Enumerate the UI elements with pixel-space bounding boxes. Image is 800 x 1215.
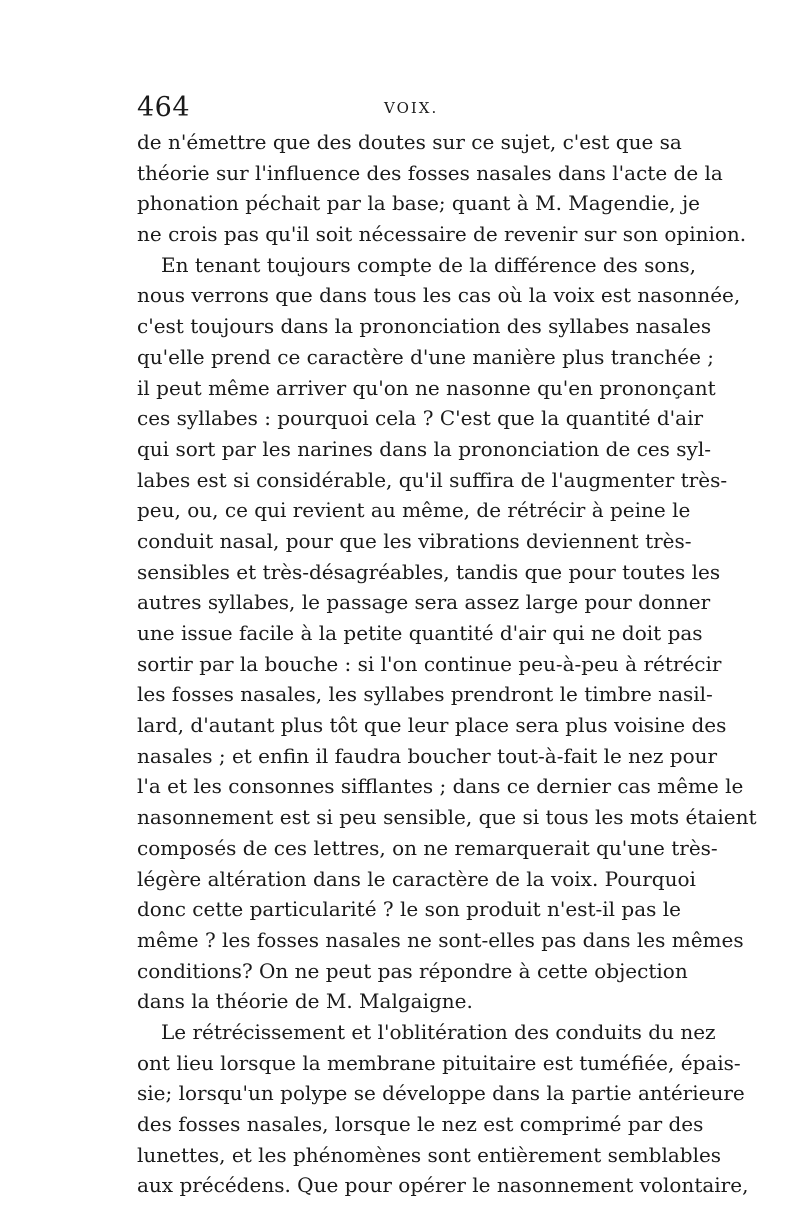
running-head <box>137 93 668 123</box>
text-line: l'a et les consonnes sifflantes ; dans ce dernier cas même le <box>137 774 744 799</box>
text-line: même ? les fosses nasales ne sont-elles pas dans les mêmes <box>137 927 744 952</box>
text-line: peu, ou, ce qui revient au même, de rétrécir à peine le <box>137 498 691 523</box>
text-line: conditions? On ne peut pas répondre à cette objection <box>137 958 688 983</box>
text-line: ont lieu lorsque la membrane pituitaire est tuméfiée, épais- <box>137 1050 741 1075</box>
text-line: sie; lorsqu'un polype se développe dans la partie antérieure <box>137 1081 745 1106</box>
text-line: sortir par la bouche : si l'on continue peu-à-peu à rétrécir <box>137 651 722 676</box>
text-line: nasales ; et enfin il faudra boucher tout-à-fait le nez pour <box>137 743 718 768</box>
text-line: lunettes, et les phénomènes sont entièrement semblables <box>137 1142 722 1167</box>
text-line: ne crois pas qu'il soit nécessaire de revenir sur son opinion. <box>137 222 747 247</box>
text-line: En tenant toujours compte de la différence des sons, <box>161 252 696 277</box>
running-title: VOIX. <box>384 99 439 117</box>
text-line: qu'elle prend ce caractère d'une manière plus tranchée ; <box>137 344 715 369</box>
text-line: les fosses nasales, les syllabes prendront le timbre nasil- <box>137 682 713 707</box>
text-line: nous verrons que dans tous les cas où la voix est nasonnée, <box>137 283 741 308</box>
text-line: composés de ces lettres, on ne remarquerait qu'une très- <box>137 835 718 860</box>
text-line: une issue facile à la petite quantité d'air qui ne doit pas <box>137 621 703 645</box>
text-line: il peut même arriver qu'on ne nasonne qu'en prononçant <box>137 375 716 400</box>
text-line: autres syllabes, le passage sera assez large pour donner <box>137 590 711 615</box>
text-line: théorie sur l'influence des fosses nasales dans l'acte de la <box>137 160 723 185</box>
text-line: des fosses nasales, lorsque le nez est comprimé par des <box>137 1112 704 1136</box>
text-line: légère altération dans le caractère de la voix. Pourquoi <box>137 866 696 891</box>
text-line: qui sort par les narines dans la prononciation de ces syl- <box>137 436 712 461</box>
page-number: 464 <box>137 92 191 123</box>
text-line: labes est si considérable, qu'il suffira de l'augmenter très- <box>137 467 728 492</box>
text-line: de n'émettre que des doutes sur ce sujet, c'est que sa <box>137 130 682 154</box>
text-line: dans la théorie de M. Malgaigne. <box>137 989 473 1014</box>
text-line: sensibles et très-désagréables, tandis que pour toutes les <box>137 559 721 584</box>
body-text <box>137 127 757 1201</box>
text-line: Le rétrécissement et l'oblitération des conduits du nez <box>161 1019 716 1044</box>
text-line: nasonnement est si peu sensible, que si tous les mots étaient <box>137 805 757 830</box>
text-line: phonation péchait par la base; quant à M. Magendie, je <box>137 191 700 216</box>
text-line: donc cette particularité ? le son produit n'est-il pas le <box>137 897 681 922</box>
text-line: aux précédens. Que pour opérer le nasonnement volontaire, <box>137 1173 749 1198</box>
text-line: lard, d'autant plus tôt que leur place sera plus voisine des <box>137 713 727 738</box>
text-line: ces syllabes : pourquoi cela ? C'est que la quantité d'air <box>137 406 704 431</box>
text-line: conduit nasal, pour que les vibrations deviennent très- <box>137 528 692 553</box>
text-line: c'est toujours dans la prononciation des syllabes nasales <box>137 314 712 339</box>
